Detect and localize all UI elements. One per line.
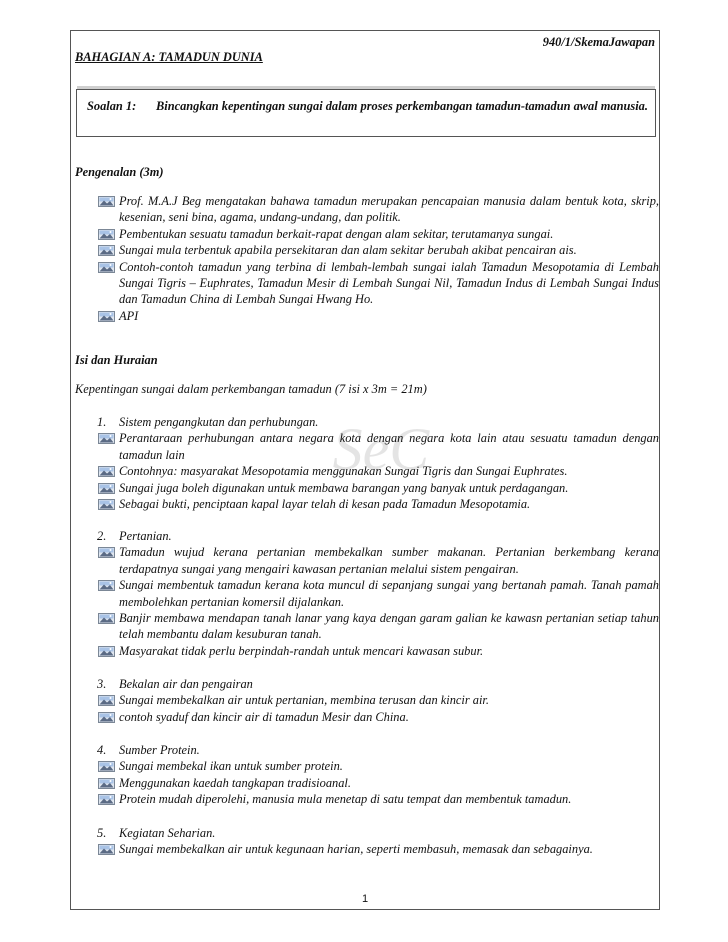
point-number: 1. xyxy=(97,415,107,429)
list-item: Sungai membentuk tamadun kerana kota muncul di sepanjang sungai yang bertanah pamah. Tanah pamah membolehkan pertanian komersil dijalankan. xyxy=(97,577,659,610)
landscape-picture-icon xyxy=(98,229,115,240)
watermark-logo xyxy=(311,411,451,491)
list-item: Sungai mula terbentuk apabila persekitaran dan alam sekitar berubah akibat pencairan ais. xyxy=(97,242,659,258)
landscape-picture-icon xyxy=(98,547,115,558)
point-4 xyxy=(97,742,659,808)
question-box xyxy=(76,89,656,137)
landscape-picture-icon xyxy=(98,613,115,624)
list-item: contoh syaduf dan kincir air di tamadun Mesir dan China. xyxy=(97,709,659,725)
list-item: API xyxy=(97,308,659,324)
landscape-picture-icon xyxy=(98,794,115,805)
point-5 xyxy=(97,825,659,858)
body-heading: Isi dan Huraian xyxy=(75,353,158,367)
question-text: Bincangkan kepentingan sungai dalam proses perkembangan tamadun-tamadun awal manusia. xyxy=(156,99,648,113)
landscape-picture-icon xyxy=(98,646,115,657)
landscape-picture-icon xyxy=(98,262,115,273)
list-item: Perantaraan perhubungan antara negara kota dengan negara kota lain atau sesuatu tamadun dengan tamadun lain xyxy=(97,430,659,463)
page-number: 1 xyxy=(361,893,369,905)
landscape-picture-icon xyxy=(98,483,115,494)
list-item: Sungai membekal ikan untuk sumber protein. xyxy=(97,758,659,774)
list-item: Pembentukan sesuatu tamadun berkait-rapat dengan alam sekitar, terutamanya sungai. xyxy=(97,226,659,242)
point-title: Sistem pengangkutan dan perhubungan. xyxy=(119,415,319,429)
landscape-picture-icon xyxy=(98,695,115,706)
point-number: 5. xyxy=(97,826,107,840)
list-item: Sebagai bukti, penciptaan kapal layar telah di kesan pada Tamadun Mesopotamia. xyxy=(97,496,659,512)
landscape-picture-icon xyxy=(98,499,115,510)
intro-heading: Pengenalan (3m) xyxy=(75,165,164,179)
intro-bullet-list xyxy=(97,193,659,324)
list-item: Contoh-contoh tamadun yang terbina di lembah-lembah sungai ialah Tamadun Mesopotamia di Lembah Sungai Tigris – Euphrates, Tamadun Mesir di Lembah Sungai Nil, Tamadun Indus di Lembah Sungai Indus dan Tamadun China di Lembah Sungai Hwang Ho. xyxy=(97,259,659,308)
landscape-picture-icon xyxy=(98,580,115,591)
document-page xyxy=(70,30,660,910)
landscape-picture-icon xyxy=(98,844,115,855)
landscape-picture-icon xyxy=(98,712,115,723)
point-title: Pertanian. xyxy=(119,529,172,543)
list-item: Tamadun wujud kerana pertanian membekalkan sumber makanan. Pertanian berkembang kerana terdapatnya sungai yang mengairi kawasan pertanian melalui sistem pengairan. xyxy=(97,544,659,577)
landscape-picture-icon xyxy=(98,466,115,477)
body-subtitle: Kepentingan sungai dalam perkembangan tamadun (7 isi x 3m = 21m) xyxy=(75,382,427,396)
point-number: 4. xyxy=(97,743,107,757)
landscape-picture-icon xyxy=(98,245,115,256)
list-item: Prof. M.A.J Beg mengatakan bahawa tamadun merupakan pencapaian manusia dalam bentuk kota, skrip, kesenian, seni bina, agama, undang-undang, dan politik. xyxy=(97,193,659,226)
point-3 xyxy=(97,676,659,725)
list-item: Menggunakan kaedah tangkapan tradisioanal. xyxy=(97,775,659,791)
section-title: BAHAGIAN A: TAMADUN DUNIA xyxy=(75,50,263,64)
list-item: Sungai juga boleh digunakan untuk membawa barangan yang banyak untuk perdagangan. xyxy=(97,480,659,496)
list-item: Sungai membekalkan air untuk kegunaan harian, seperti membasuh, memasak dan sebagainya. xyxy=(97,841,659,857)
landscape-picture-icon xyxy=(98,433,115,444)
point-title: Sumber Protein. xyxy=(119,743,200,757)
list-item: Protein mudah diperolehi, manusia mula menetap di satu tempat dan membentuk tamadun. xyxy=(97,791,659,807)
document-code: 940/1/SkemaJawapan xyxy=(542,35,655,49)
question-label: Soalan 1: xyxy=(87,99,137,113)
landscape-picture-icon xyxy=(98,778,115,789)
landscape-picture-icon xyxy=(98,196,115,207)
point-number: 2. xyxy=(97,529,107,543)
landscape-picture-icon xyxy=(98,311,115,322)
list-item: Sungai membekalkan air untuk pertanian, membina terusan dan kincir air. xyxy=(97,692,659,708)
list-item: Contohnya: masyarakat Mesopotamia menggunakan Sungai Tigris dan Sungai Euphrates. xyxy=(97,463,659,479)
point-2 xyxy=(97,528,659,659)
list-item: Banjir membawa mendapan tanah lanar yang kaya dengan garam galian ke kawasn pertanian setiap tahun telah membantu dalam kesuburan tanah. xyxy=(97,610,659,643)
point-title: Bekalan air dan pengairan xyxy=(119,677,253,691)
list-item: Masyarakat tidak perlu berpindah-randah untuk mencari kawasan subur. xyxy=(97,643,659,659)
point-title: Kegiatan Seharian. xyxy=(119,826,216,840)
landscape-picture-icon xyxy=(98,761,115,772)
svg-text:SeC: SeC xyxy=(332,416,430,482)
point-number: 3. xyxy=(97,677,107,691)
